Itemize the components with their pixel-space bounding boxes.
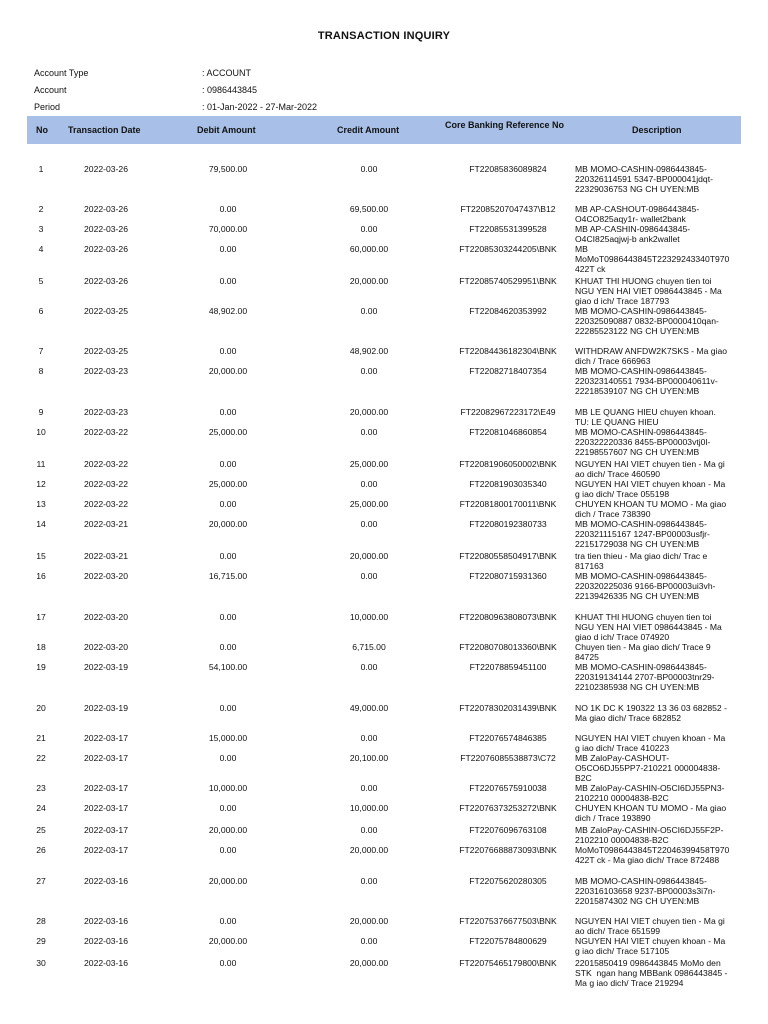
cell-credit-amount: 10,000.00	[349, 803, 389, 813]
col-header-desc: Description	[632, 125, 682, 135]
cell-no: 30	[36, 958, 46, 968]
cell-no: 3	[38, 224, 44, 234]
cell-debit-amount: 20,000.00	[208, 519, 248, 529]
cell-no: 24	[36, 803, 46, 813]
col-header-debit: Debit Amount	[197, 125, 256, 135]
cell-debit-amount: 15,000.00	[208, 733, 248, 743]
col-header-date: Transaction Date	[68, 125, 141, 135]
cell-no: 12	[36, 479, 46, 489]
cell-credit-amount: 0.00	[360, 366, 378, 376]
cell-no: 20	[36, 703, 46, 713]
col-header-no: No	[36, 125, 48, 135]
cell-no: 11	[36, 459, 46, 469]
cell-date: 2022-03-26	[84, 164, 128, 174]
cell-no: 9	[38, 407, 44, 417]
cell-no: 21	[36, 733, 46, 743]
cell-date: 2022-03-25	[84, 306, 128, 316]
cell-date: 2022-03-16	[84, 916, 128, 926]
cell-debit-amount: 79,500.00	[208, 164, 248, 174]
cell-reference-no: FT22076096763108	[469, 825, 547, 835]
cell-date: 2022-03-26	[84, 244, 128, 254]
cell-no: 15	[36, 551, 46, 561]
meta-label: Account	[34, 85, 67, 95]
cell-credit-amount: 20,000.00	[349, 845, 389, 855]
cell-no: 25	[36, 825, 46, 835]
cell-description: MB MOMO-CASHIN-0986443845- 220320225036 9166-BP00003ui3vh- 22139426335 NG CH UYEN:MB	[575, 571, 716, 601]
cell-credit-amount: 20,100.00	[349, 753, 389, 763]
cell-credit-amount: 0.00	[360, 662, 378, 672]
cell-reference-no: FT22075465179800\BNK	[459, 958, 557, 968]
cell-description: NGUYEN HAI VIET chuyen khoan - Ma g iao dich/ Trace 517105	[575, 936, 726, 956]
cell-credit-amount: 0.00	[360, 783, 378, 793]
cell-no: 6	[38, 306, 44, 316]
cell-date: 2022-03-16	[84, 958, 128, 968]
cell-date: 2022-03-17	[84, 733, 128, 743]
cell-description: 22015850419 0986443845 MoMo den STK ngan hang MBBank 0986443845 - Ma g iao dich/ Trace 219294	[575, 958, 728, 988]
cell-date: 2022-03-20	[84, 571, 128, 581]
cell-no: 8	[38, 366, 44, 376]
cell-debit-amount: 20,000.00	[208, 366, 248, 376]
cell-debit-amount: 0.00	[219, 916, 237, 926]
cell-reference-no: FT22081906050002\BNK	[459, 459, 557, 469]
cell-description: Chuyen tien - Ma giao dich/ Trace 9 84725	[575, 642, 711, 662]
cell-description: NGUYEN HAI VIET chuyen tien - Ma gi ao dich/ Trace 651599	[575, 916, 725, 936]
cell-no: 10	[36, 427, 46, 437]
cell-no: 13	[36, 499, 46, 509]
cell-no: 1	[38, 164, 44, 174]
cell-date: 2022-03-23	[84, 407, 128, 417]
cell-debit-amount: 20,000.00	[208, 825, 248, 835]
cell-description: MB MOMO-CASHIN-0986443845- 220316103658 9237-BP00003s3i7n- 22015874302 NG CH UYEN:MB	[575, 876, 716, 906]
cell-no: 27	[36, 876, 46, 886]
cell-description: NO 1K DC K 190322 13 36 03 682852 - Ma giao dich/ Trace 682852	[575, 703, 727, 723]
meta-label: Account Type	[34, 68, 89, 78]
cell-reference-no: FT22076373253272\BNK	[459, 803, 557, 813]
cell-credit-amount: 0.00	[360, 306, 378, 316]
cell-reference-no: FT22078859451100	[469, 662, 547, 672]
cell-debit-amount: 0.00	[219, 753, 237, 763]
cell-reference-no: FT22080708013360\BNK	[459, 642, 557, 652]
cell-reference-no: FT22085303244205\BNK	[459, 244, 557, 254]
cell-description: NGUYEN HAI VIET chuyen khoan - Ma g iao dich/ Trace 055198	[575, 479, 726, 499]
col-header-credit: Credit Amount	[337, 125, 400, 135]
cell-reference-no: FT22085740529951\BNK	[459, 276, 557, 286]
cell-reference-no: FT22085531399528	[469, 224, 547, 234]
cell-no: 7	[38, 346, 44, 356]
cell-description: MB MOMO-CASHIN-0986443845- 220322220336 8455-BP00003vtj0l- 22198557607 NG CH UYEN:MB	[575, 427, 711, 457]
cell-debit-amount: 10,000.00	[208, 783, 248, 793]
cell-date: 2022-03-21	[84, 519, 128, 529]
cell-debit-amount: 0.00	[219, 204, 237, 214]
cell-reference-no: FT22085207047437\B12	[460, 204, 556, 214]
cell-description: MB AP-CASHOUT-0986443845- O4CO825aqy1r- wallet2bank	[575, 204, 700, 224]
cell-description: MB ZaloPay-CASHIN-O5CI6DJ55F2P- 2102210 00004838-B2C	[575, 825, 724, 845]
cell-date: 2022-03-19	[84, 662, 128, 672]
cell-description: NGUYEN HAI VIET chuyen khoan - Ma g iao dich/ Trace 410223	[575, 733, 726, 753]
cell-date: 2022-03-21	[84, 551, 128, 561]
cell-credit-amount: 20,000.00	[349, 551, 389, 561]
cell-debit-amount: 70,000.00	[208, 224, 248, 234]
page-title: TRANSACTION INQUIRY	[317, 30, 451, 42]
cell-credit-amount: 0.00	[360, 479, 378, 489]
cell-date: 2022-03-19	[84, 703, 128, 713]
cell-debit-amount: 0.00	[219, 346, 237, 356]
cell-description: MB MOMO-CASHIN-0986443845- 220321115167 1247-BP00003usfjr- 22151729038 NG CH UYEN:MB	[575, 519, 710, 549]
cell-credit-amount: 0.00	[360, 427, 378, 437]
cell-description: MB MOMO-CASHIN-0986443845- 220319134144 2707-BP00003tnr29- 22102385938 NG CH UYEN:MB	[575, 662, 715, 692]
cell-reference-no: FT22085836089824	[469, 164, 547, 174]
cell-date: 2022-03-20	[84, 642, 128, 652]
cell-description: MB MOMO-CASHIN-0986443845- 220323140551 7934-BP000040611v- 22218539107 NG CH UYEN:MB	[575, 366, 718, 396]
cell-credit-amount: 20,000.00	[349, 407, 389, 417]
cell-reference-no: FT22084436182304\BNK	[459, 346, 557, 356]
cell-description: MB MOMO-CASHIN-0986443845- 220326114591 5347-BP000041jdqt- 22329036753 NG CH UYEN:MB	[575, 164, 713, 194]
cell-description: MB AP-CASHIN-0986443845- O4CI825aqjwj-b ank2wallet	[575, 224, 691, 244]
cell-description: MB ZaloPay-CASHOUT- O5CO6DJ55PP7-210221 000004838- B2C	[575, 753, 721, 783]
cell-debit-amount: 16,715.00	[208, 571, 248, 581]
cell-debit-amount: 20,000.00	[208, 936, 248, 946]
cell-reference-no: FT22075376677503\BNK	[459, 916, 557, 926]
cell-no: 2	[38, 204, 44, 214]
cell-description: MoMoT0986443845T22046399458T970 422T ck - Ma giao dich/ Trace 872488	[575, 845, 730, 865]
cell-reference-no: FT22081903035340	[469, 479, 547, 489]
cell-no: 17	[36, 612, 46, 622]
cell-reference-no: FT22082967223172\E49	[460, 407, 556, 417]
cell-debit-amount: 0.00	[219, 244, 237, 254]
cell-description: MB MOMO-CASHIN-0986443845- 220325090887 0832-BP0000410qan- 22285523122 NG CH UYEN:MB	[575, 306, 719, 336]
cell-credit-amount: 0.00	[360, 876, 378, 886]
cell-debit-amount: 54,100.00	[208, 662, 248, 672]
cell-reference-no: FT22081800170011\BNK	[459, 499, 557, 509]
cell-debit-amount: 0.00	[219, 407, 237, 417]
cell-date: 2022-03-22	[84, 427, 128, 437]
cell-debit-amount: 0.00	[219, 845, 237, 855]
cell-credit-amount: 25,000.00	[349, 459, 389, 469]
cell-reference-no: FT22080558504917\BNK	[459, 551, 557, 561]
cell-reference-no: FT22082718407354	[469, 366, 547, 376]
cell-debit-amount: 0.00	[219, 958, 237, 968]
meta-value: : ACCOUNT	[202, 68, 252, 78]
cell-credit-amount: 6,715.00	[352, 642, 386, 652]
cell-no: 18	[36, 642, 46, 652]
cell-credit-amount: 20,000.00	[349, 916, 389, 926]
cell-credit-amount: 0.00	[360, 733, 378, 743]
cell-description: KHUAT THI HUONG chuyen tien toi NGU YEN HAI VIET 0986443845 - Ma giao d ich/ Trace 074920	[575, 612, 722, 642]
cell-reference-no: FT22076688873093\BNK	[459, 845, 557, 855]
cell-debit-amount: 0.00	[219, 459, 237, 469]
cell-no: 22	[36, 753, 46, 763]
cell-credit-amount: 69,500.00	[349, 204, 389, 214]
cell-no: 5	[38, 276, 44, 286]
meta-value: : 0986443845	[202, 85, 258, 95]
cell-debit-amount: 0.00	[219, 276, 237, 286]
cell-description: CHUYEN KHOAN TU MOMO - Ma giao dich / Trace 193890	[575, 803, 727, 823]
table-header	[27, 116, 741, 144]
cell-reference-no: FT22076574846385	[469, 733, 547, 743]
cell-no: 23	[36, 783, 46, 793]
cell-debit-amount: 25,000.00	[208, 479, 248, 489]
cell-date: 2022-03-16	[84, 936, 128, 946]
col-header-ref: Core Banking Reference No	[445, 120, 565, 130]
cell-no: 19	[36, 662, 46, 672]
cell-date: 2022-03-25	[84, 346, 128, 356]
cell-date: 2022-03-22	[84, 459, 128, 469]
cell-description: MB MoMoT0986443845T22329243340T970 422T ck	[575, 244, 730, 274]
cell-credit-amount: 0.00	[360, 571, 378, 581]
cell-description: WITHDRAW ANFDW2K7SKS - Ma giao dich / Trace 666963	[575, 346, 728, 366]
cell-debit-amount: 20,000.00	[208, 876, 248, 886]
cell-debit-amount: 48,902.00	[208, 306, 248, 316]
cell-date: 2022-03-17	[84, 825, 128, 835]
cell-credit-amount: 48,902.00	[349, 346, 389, 356]
cell-credit-amount: 0.00	[360, 825, 378, 835]
cell-description: tra tien thieu - Ma giao dich/ Trac e 817163	[575, 551, 708, 571]
cell-date: 2022-03-17	[84, 783, 128, 793]
cell-credit-amount: 20,000.00	[349, 958, 389, 968]
cell-credit-amount: 60,000.00	[349, 244, 389, 254]
cell-credit-amount: 0.00	[360, 164, 378, 174]
cell-date: 2022-03-17	[84, 753, 128, 763]
cell-reference-no: FT22084620353992	[469, 306, 547, 316]
cell-no: 16	[36, 571, 46, 581]
cell-description: CHUYEN KHOAN TU MOMO - Ma giao dich / Trace 738390	[575, 499, 727, 519]
cell-debit-amount: 0.00	[219, 803, 237, 813]
cell-no: 26	[36, 845, 46, 855]
cell-reference-no: FT22076575910038	[469, 783, 547, 793]
cell-reference-no: FT22076085538873\C72	[460, 753, 556, 763]
cell-date: 2022-03-22	[84, 499, 128, 509]
cell-credit-amount: 49,000.00	[349, 703, 389, 713]
cell-date: 2022-03-26	[84, 204, 128, 214]
cell-date: 2022-03-26	[84, 276, 128, 286]
cell-reference-no: FT22080192380733	[469, 519, 547, 529]
cell-reference-no: FT22075784800629	[469, 936, 547, 946]
cell-credit-amount: 0.00	[360, 936, 378, 946]
cell-reference-no: FT22080963808073\BNK	[459, 612, 557, 622]
cell-debit-amount: 0.00	[219, 612, 237, 622]
cell-no: 29	[36, 936, 46, 946]
cell-credit-amount: 0.00	[360, 224, 378, 234]
cell-date: 2022-03-17	[84, 845, 128, 855]
cell-date: 2022-03-17	[84, 803, 128, 813]
cell-reference-no: FT22075620280305	[469, 876, 547, 886]
cell-date: 2022-03-20	[84, 612, 128, 622]
cell-debit-amount: 25,000.00	[208, 427, 248, 437]
cell-reference-no: FT22080715931360	[469, 571, 547, 581]
cell-credit-amount: 20,000.00	[349, 276, 389, 286]
cell-debit-amount: 0.00	[219, 551, 237, 561]
cell-description: MB ZaloPay-CASHIN-O5CI6DJ55PN3- 2102210 00004838-B2C	[575, 783, 725, 803]
cell-description: KHUAT THI HUONG chuyen tien toi NGU YEN HAI VIET 0986443845 - Ma giao d ich/ Trace 187793	[575, 276, 722, 306]
cell-no: 14	[36, 519, 46, 529]
cell-date: 2022-03-22	[84, 479, 128, 489]
cell-no: 28	[36, 916, 46, 926]
cell-reference-no: FT22081046860854	[469, 427, 547, 437]
cell-reference-no: FT22078302031439\BNK	[459, 703, 557, 713]
cell-date: 2022-03-26	[84, 224, 128, 234]
cell-date: 2022-03-23	[84, 366, 128, 376]
cell-credit-amount: 0.00	[360, 519, 378, 529]
cell-debit-amount: 0.00	[219, 499, 237, 509]
cell-credit-amount: 10,000.00	[349, 612, 389, 622]
cell-no: 4	[38, 244, 44, 254]
cell-debit-amount: 0.00	[219, 703, 237, 713]
cell-description: NGUYEN HAI VIET chuyen tien - Ma gi ao dich/ Trace 460590	[575, 459, 725, 479]
cell-date: 2022-03-16	[84, 876, 128, 886]
cell-description: MB LE QUANG HIEU chuyen khoan. TU: LE QUANG HIEU	[575, 407, 716, 427]
meta-value: : 01-Jan-2022 - 27-Mar-2022	[202, 102, 318, 112]
meta-label: Period	[34, 102, 61, 112]
cell-credit-amount: 25,000.00	[349, 499, 389, 509]
cell-debit-amount: 0.00	[219, 642, 237, 652]
